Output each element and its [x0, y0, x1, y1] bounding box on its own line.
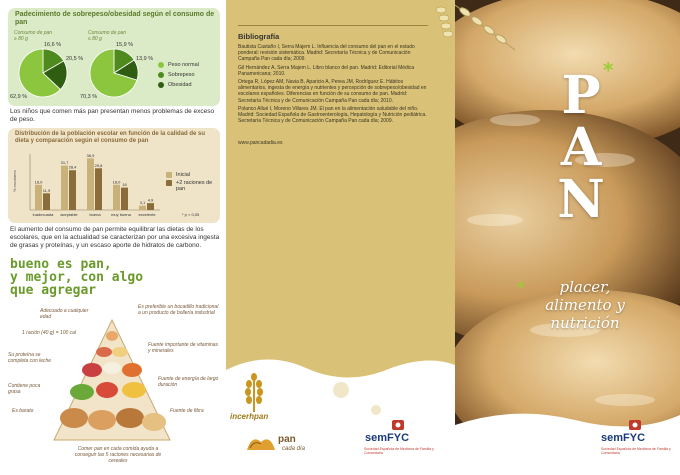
bar-inadecuada-0	[35, 185, 42, 210]
pyramid-label-fat: Contiene poca grasa	[8, 383, 41, 395]
legend-swatch	[158, 82, 164, 88]
cover-letter-a: A	[560, 117, 602, 178]
bibliography-entry: Ortega R, López AM, Navia B, Aparicio A, Perea JM, Rodríguez E. Hábitos alimentarios, ingesta de energía y nutrientes y percepción de sobrepeso/obesidad en escolares españoles. Diferencias en función de su consumo de pan. Madrid: Secretaría Técnica y de Comunicación Campaña Pan cada día; 2010.	[238, 79, 427, 104]
pyramid-label-vitamins: Fuente importante de vitaminas y minerales	[148, 342, 219, 354]
bibliography-list	[238, 44, 428, 126]
bar-value-label: 4,9	[147, 197, 154, 203]
star-icon: *	[517, 280, 525, 296]
middle-panel	[226, 0, 455, 475]
cada-dia-logo-text: cada día	[282, 446, 306, 452]
pie-label-right: Consumo de pan ≤ 80 g	[88, 30, 127, 42]
bar-value-label: 18,0	[34, 179, 43, 185]
legend-label: Obesidad	[168, 82, 192, 88]
legend-swatch	[158, 72, 164, 78]
pyramid-label-age: Adecuado a cualquier edad	[40, 308, 89, 320]
legend-swatch	[166, 180, 172, 186]
semfyc-logo-text: semFYC	[365, 432, 410, 444]
bar-chart-box	[8, 128, 220, 223]
slogan-line-1: bueno es pan,	[10, 257, 112, 272]
category-label: aceptable	[60, 212, 78, 217]
bar-excelente-0	[139, 206, 146, 210]
category-label: inadecuada	[32, 212, 54, 217]
legend-inicial	[166, 172, 190, 178]
bar-value-label: 16	[122, 182, 127, 188]
category-label: muy buena	[111, 212, 131, 217]
tagline-line-2: alimento y	[545, 296, 625, 314]
slogan-line-2: y mejor, con algo	[10, 270, 144, 285]
pyramid-label-protein: Su proteína se completa con leche	[8, 352, 52, 364]
bar-value-label: 29,8	[94, 162, 103, 168]
wheat-stalks-image	[455, 0, 525, 60]
left-panel	[0, 0, 226, 475]
pie-right-pct-overweight: 15,9 %	[116, 42, 134, 48]
intro-text-1: Los niños que comen más pan presentan menos problemas de exceso de peso.	[10, 108, 215, 123]
bar-value-label: 3,1	[139, 200, 146, 206]
legend-overweight	[158, 72, 195, 78]
pie-left-pct-obese: 20,5 %	[66, 56, 84, 62]
food-pyramid-image	[52, 318, 172, 448]
pie-right-pct-obese: 13,9 %	[136, 56, 154, 62]
bibliography-divider	[238, 25, 428, 26]
wheat-ear-image	[426, 0, 455, 60]
pie-chart-box	[8, 8, 220, 106]
website-link[interactable]: www.pancadadia.es	[238, 140, 283, 146]
bar-muy-buena-0	[113, 185, 120, 210]
cover-title	[551, 65, 611, 230]
bibliography-entry: Polanco Allué I, Moreno Villares JM. El pan en la alimentación saludable del niño. Madrid: Sociedad Española de Gastroenterología, Hepatología y Nutrición pediátrica. Secretaría Técnica y de Comunicación Campaña Pan cada día; 2009.	[238, 105, 427, 125]
bar-value-label: 18,0	[112, 179, 121, 185]
legend-label: Inicial	[176, 172, 191, 178]
pyramid-label-bottom: Comer pan en cada comida ayuda a conseguir las 5 raciones necesarias de cereales	[74, 446, 162, 464]
pyramid-label-ration: 1 ración (40 g) = 100 cal	[22, 330, 77, 336]
pie-chart-title: Padecimiento de sobrepeso/obesidad según el consumo de pan	[15, 11, 215, 26]
legend-swatch	[166, 172, 172, 178]
bar-value-label: 31,7	[60, 160, 69, 166]
cover-letter-p: P	[561, 65, 601, 126]
pan-cada-dia-logo-icon	[244, 432, 278, 456]
cover-panel	[455, 0, 680, 475]
bar-value-label: 11,9	[42, 187, 51, 193]
bar-chart-title: Distribución de la población escolar en función de la calidad de su dieta y comparación según el consumo de pan	[15, 131, 206, 144]
pyramid-label-sandwich: Es preferible un bocadillo tradicional a un producto de bollería industrial	[138, 304, 219, 316]
legend-normal	[158, 62, 199, 68]
bar-muy-buena-1	[121, 188, 128, 210]
pyramid-label-fiber: Fuente de fibra	[170, 408, 204, 414]
bar-aceptable-0	[61, 166, 68, 210]
cover-letter-n: N	[557, 169, 605, 230]
incerhpan-logo-text: incerhpan	[230, 412, 269, 421]
bar-value-label: 36,9	[86, 152, 95, 158]
bar-value-label: 28,4	[68, 164, 77, 170]
pie-charts	[8, 8, 220, 106]
tagline-line-3: nutrición	[550, 314, 620, 332]
bar-excelente-1	[147, 203, 154, 210]
legend-label: +2 raciones de pan	[176, 180, 213, 192]
semfyc-logo-icon	[390, 418, 406, 432]
legend-label: Sobrepeso	[168, 72, 195, 78]
bar-buena-0	[87, 158, 94, 210]
bibliography-title: Bibliografía	[238, 32, 280, 41]
incerhpan-logo-icon	[240, 372, 268, 412]
pyramid-label-energy: Fuente de energía de largo duración	[158, 376, 219, 388]
pie-left-pct-overweight: 16,6 %	[44, 42, 62, 48]
slogan	[10, 258, 220, 297]
semfyc-logo-icon	[627, 418, 643, 432]
legend-swatch	[158, 62, 164, 68]
bar-note: * p < 0,05	[182, 212, 200, 217]
pie-label-left: Consumo de pan ≥ 80 g	[14, 30, 53, 42]
category-label: buena	[89, 212, 101, 217]
bibliography-entry: Gil Hernández A, Serra Majem L. Libro blanco del pan. Madrid: Editorial Médica Panamericana; 2010.	[238, 64, 415, 77]
pyramid-label-cheap: Es barato	[12, 408, 34, 414]
semfyc-logo-text: semFYC	[601, 432, 646, 444]
semfyc-logo-subtitle: Sociedad Española de Medicina de Familia y Comunitaria	[601, 447, 671, 455]
pie-right-pct-normal: 70,3 %	[80, 94, 98, 100]
bibliography-entry: Bautista Castaño I, Serra Majem L. Influencia del consumo del pan en el estado ponderal: revisión sistemática. Madrid: Secretaría Técnica y de Comunicación Campaña Pan cada día; 2009.	[238, 44, 415, 63]
pie-left-pct-normal: 62,9 %	[10, 94, 28, 100]
star-icon: *	[603, 58, 614, 82]
y-axis-label: % escolares	[12, 170, 17, 192]
semfyc-logo-subtitle: Sociedad Española de Medicina de Familia y Comunitaria	[364, 447, 434, 455]
pan-logo-text: pan	[278, 434, 296, 445]
legend-obese	[158, 82, 192, 88]
bar-inadecuada-1	[43, 193, 50, 210]
tagline-line-1: placer,	[559, 278, 611, 296]
category-label: excelente	[138, 212, 156, 217]
legend-label: Peso normal	[168, 62, 199, 68]
legend-raciones	[166, 180, 216, 192]
cover-tagline	[495, 278, 675, 332]
bar-aceptable-1	[69, 170, 76, 210]
bar-buena-1	[95, 168, 102, 210]
intro-text-2: El aumento del consumo de pan permite equilibrar las dietas de los escolares, que en la actualidad se caracterizan por una excesiva ingesta de grasas y proteínas, y un escaso aporte de hidratos de carbono.	[10, 226, 220, 249]
slogan-line-3: que agregar	[10, 283, 97, 298]
